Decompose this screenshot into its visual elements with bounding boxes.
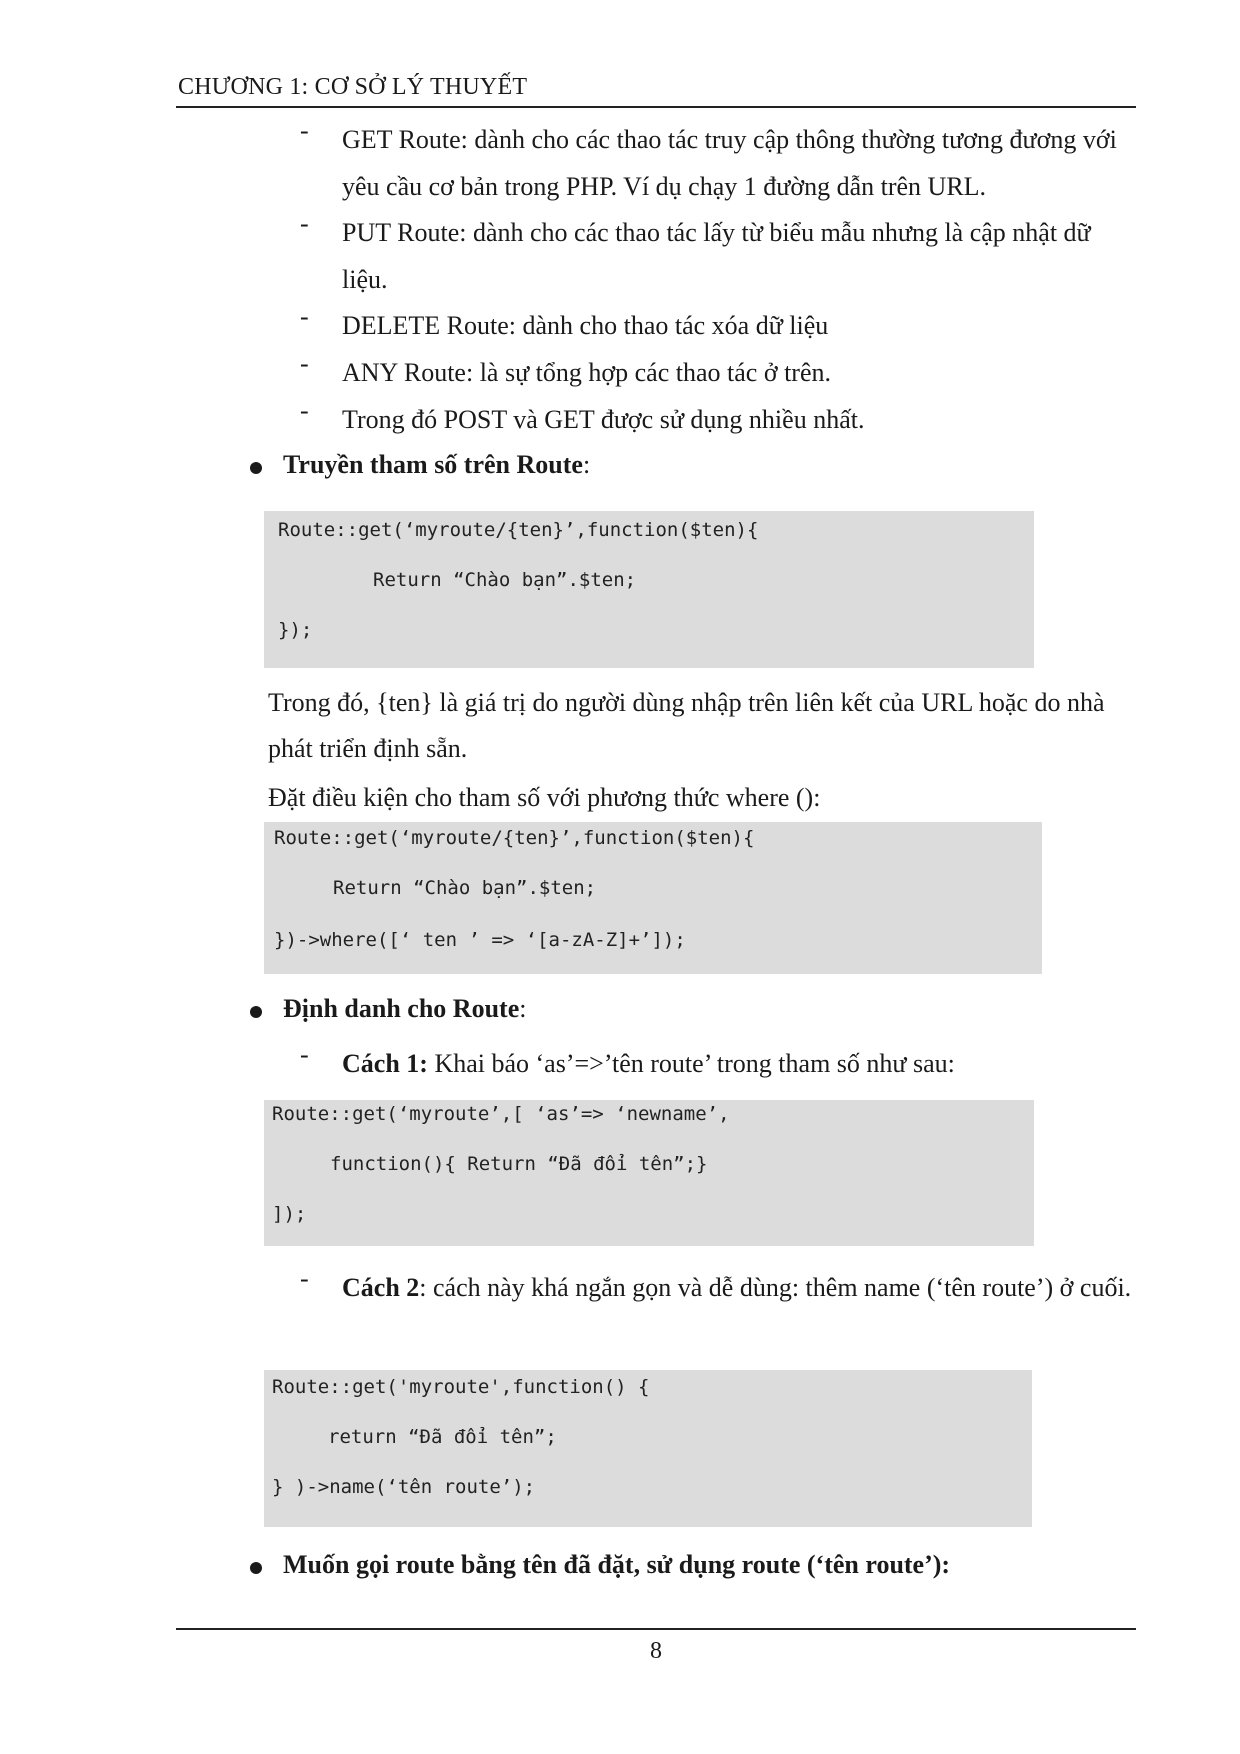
dash-marker: - xyxy=(300,1264,309,1293)
dash-marker: - xyxy=(300,116,309,145)
heading-bold: Truyền tham số trên Route xyxy=(283,450,583,479)
list-item-text: ANY Route: là sự tổng hợp các thao tác ở trên. xyxy=(342,358,831,387)
list-item-text: GET Route: dành cho các thao tác truy cập thông thường tương đương với yêu cầu cơ bản trong PHP. Ví dụ chạy 1 đường dẫn trên URL. xyxy=(342,125,1117,201)
code-line: Route::get(‘myroute/{ten}’,function($ten){ xyxy=(274,827,755,849)
bullet-dot xyxy=(250,462,262,474)
dash-marker: - xyxy=(300,396,309,425)
dash-marker: - xyxy=(300,302,309,331)
code-line: } )->name(‘tên route’); xyxy=(272,1476,536,1498)
code-line: Route::get(‘myroute/{ten}’,function($ten){ xyxy=(278,519,759,541)
section-heading-text xyxy=(283,994,526,1024)
way-label: Cách 2 xyxy=(342,1273,420,1302)
bullet-dot xyxy=(250,1562,262,1574)
dash-marker: - xyxy=(300,349,309,378)
footer-divider xyxy=(176,1628,1136,1630)
list-item-text: PUT Route: dành cho các thao tác lấy từ biểu mẫu nhưng là cập nhật dữ liệu. xyxy=(342,218,1091,294)
heading-suffix: : xyxy=(519,994,527,1023)
heading-bold: Định danh cho Route xyxy=(283,994,520,1023)
bullet-dot xyxy=(250,1006,262,1018)
code-line: Route::get(‘myroute’,[ ‘as’=> ‘newname’, xyxy=(272,1103,730,1125)
code-line: })->where([‘ ten ’ => ‘[a-zA-Z]+’]); xyxy=(274,929,686,951)
code-line: return “Đã đổi tên”; xyxy=(328,1426,557,1448)
heading-suffix: : xyxy=(582,450,591,479)
paragraph-where-intro: Đặt điều kiện cho tham số với phương thức where (): xyxy=(268,783,821,812)
list-item-text xyxy=(342,1040,1142,1087)
way-text: Khai báo ‘as’=>’tên route’ trong tham số như sau: xyxy=(427,1049,955,1078)
section-heading-text xyxy=(283,450,590,480)
list-item-text xyxy=(342,1264,1142,1311)
code-line: function(){ Return “Đã đổi tên”;} xyxy=(330,1153,708,1175)
code-line: }); xyxy=(278,619,313,641)
code-block-route-name xyxy=(264,1370,1032,1527)
header-divider xyxy=(176,106,1136,108)
code-line: ]); xyxy=(272,1203,307,1225)
way-label: Cách 1: xyxy=(342,1049,428,1078)
chapter-header: CHƯƠNG 1: CƠ SỞ LÝ THUYẾT xyxy=(178,74,528,100)
code-line: Return “Chào bạn”.$ten; xyxy=(373,569,637,591)
code-block-route-as xyxy=(264,1100,1034,1246)
way-text: : cách này khá ngắn gọn và dễ dùng: thêm name (‘tên route’) ở cuối. xyxy=(419,1273,1132,1302)
section-heading-text: Muốn gọi route bằng tên đã đặt, sử dụng route (‘tên route’): xyxy=(283,1550,951,1579)
dash-marker: - xyxy=(300,1040,309,1069)
code-block-route-where xyxy=(264,822,1042,974)
code-line: Return “Chào bạn”.$ten; xyxy=(333,877,597,899)
paragraph-param-explanation: Trong đó, {ten} là giá trị do người dùng nhập trên liên kết của URL hoặc do nhà phát triển định sẵn. xyxy=(268,688,1105,763)
list-item-text: DELETE Route: dành cho thao tác xóa dữ liệu xyxy=(342,311,829,340)
page-number: 8 xyxy=(650,1638,662,1664)
list-item-text: Trong đó POST và GET được sử dụng nhiều nhất. xyxy=(342,405,865,434)
dash-marker: - xyxy=(300,209,309,238)
code-line: Route::get('myroute',function() { xyxy=(272,1376,650,1398)
code-block-route-param xyxy=(264,511,1034,668)
